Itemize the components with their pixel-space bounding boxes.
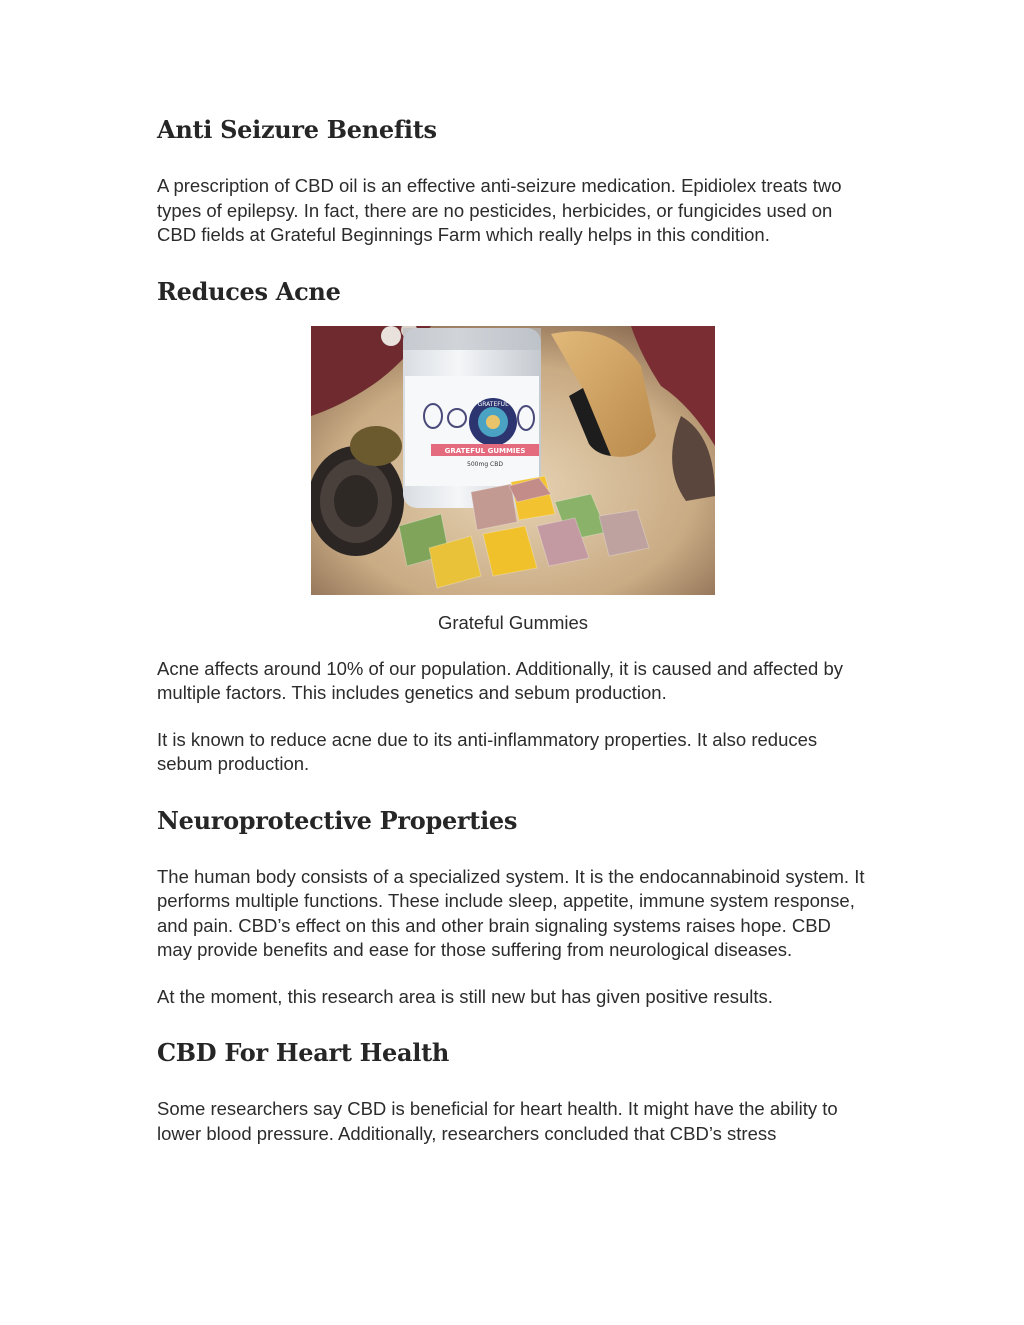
paragraph-acne-2: It is known to reduce acne due to its anti-inflammatory properties. It also reduces sebum production. — [157, 728, 818, 774]
heading-anti-seizure: Anti Seizure Benefits — [157, 115, 437, 144]
paragraph-anti-seizure: A prescription of CBD oil is an effective anti-seizure medication. Epidiolex treats two types of epilepsy. In fact, there are no pesticides, herbicides, or fungicides used on CBD fields at Grateful Beginnings Farm which really helps in this condition. — [157, 175, 842, 245]
heading-reduces-acne: Reduces Acne — [157, 276, 341, 306]
jar-strength-text: 500mg CBD — [467, 460, 503, 468]
grateful-gummies-photo — [311, 326, 715, 595]
jar-product-text: GRATEFUL GUMMIES — [444, 446, 526, 455]
heading-neuroprotective: Neuroprotective Properties — [157, 805, 518, 835]
product-figure — [157, 326, 869, 635]
paragraph-acne-1: Acne affects around 10% of our population. Additionally, it is caused and affected by multiple factors. This includes genetics and sebum production. — [157, 657, 843, 703]
jar-brand-text: GRATEFUL — [477, 400, 509, 408]
paragraph-neuro-1: The human body consists of a specialized system. It is the endocannabinoid system. It performs multiple functions. These include sleep, appetite, immune system response, and pain. CBD’s effect on this and other brain signaling systems raises hope. CBD may provide benefits and ease for those suffering from neurological diseases. — [157, 865, 865, 960]
paragraph-neuro-2: At the moment, this research area is still new but has given positive results. — [157, 985, 773, 1007]
heading-heart-health: CBD For Heart Health — [157, 1038, 450, 1067]
image-caption: Grateful Gummies — [437, 611, 589, 633]
document-page — [157, 112, 869, 1146]
paragraph-heart: Some researchers say CBD is beneficial for heart health. It might have the ability to lower blood pressure. Additionally, researchers concluded that CBD’s stress — [157, 1098, 838, 1144]
